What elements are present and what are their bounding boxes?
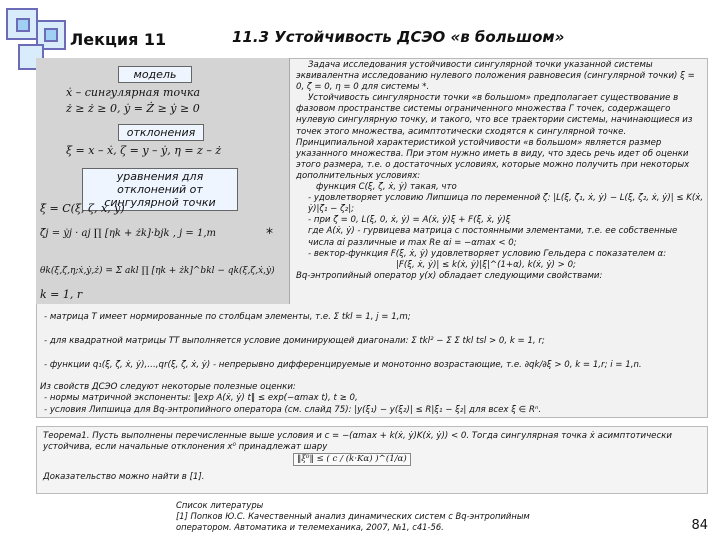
paragraph-1: Задача исследования устойчивости сингулярной точки указанной системы эквивалентна исследованию нулевого положения равновесия (сингулярной точки) ξ = 0, ζ = 0, η = 0 для системы *. xyxy=(296,60,695,93)
equation-2: ζ̇j = ẏj · aj ∏ [ηk + żk]·bjk , j = 1,m xyxy=(40,228,216,239)
model-label: модель xyxy=(118,66,192,83)
deviation-formula: ξ = x – ẋ, ζ = y – ẏ, η = z – ż xyxy=(66,144,222,157)
theorem-line-1: Теорема1. Пусть выполнены перечисленные выше условия и c = −(αmax + k(ẋ, ẏ)K(ẋ, ẏ)) < 0. Тогда сингулярная точка ẋ асимптотически xyxy=(43,431,672,441)
theorem-line-2: устойчива, если начальные отклонения x⁰ принадлежат шару xyxy=(43,442,328,452)
bottom-line-3: - функции q₁(ξ, ζ, ẋ, ẏ),…,qr(ξ, ζ, ẋ, ẏ) - непрерывно дифференцируемые и монотонно возрастающие, т.е. ∂qk/∂ξ > 0, k = 1,r; i = 1,n. xyxy=(44,360,642,370)
bottom-line-2: - для квадратной матрицы TT выполняется условие доминирующей диагонали: Σ tkl² − Σ Σ tkl tsl > 0, k = 1, r; xyxy=(44,336,545,346)
equations-label: уравнения для отклонений от сингулярной точки xyxy=(82,168,238,211)
bottom-line-1: - матрица T имеет нормированные по столбцам элементы, т.е. Σ tkl = 1, j = 1,m; xyxy=(44,312,411,322)
left-column xyxy=(36,58,290,304)
paragraph-2: Устойчивость сингулярности точки «в большом» предполагает существование в фазовом пространстве системы ограниченного множества Г точек, содержащего нулевую сингулярную точку, и такого, что все траектории системы, начинающиеся из точек этого множества, асимптотически сходятся к сингулярной точке. Принципиальной характеристикой устойчивости «в большом» является размер указанного множества. При этом нужно иметь в виду, что здесь речь идет об оценки этого размера, т.е. о достаточных условиях, которые можно получить при некоторых дополнительных условиях: xyxy=(296,93,693,181)
condition-2: - удовлетворяет условию Липшица по переменной ζ: |L(ξ, ζ₁, ẋ, ẏ) − L(ξ, ζ₂, ẋ, ẏ)| ≤ K(ẋ, ẏ)|ζ₁ − ζ₂|; xyxy=(308,193,704,215)
deviation-label: отклонения xyxy=(118,124,204,141)
bottom-line-6: - условия Липшица для Вq-энтропийного оператора (см. слайд 75): |y(ξ₁) − y(ξ₂)| ≤ R|ξ₁ − ξ₂| для всех ξ ∈ Rⁿ. xyxy=(44,405,542,415)
theorem-formula: ‖ξ⁰‖ ≤ ( c / (k·Kα) )^(1/α) xyxy=(293,453,411,466)
theorem-proof: Доказательство можно найти в [1]. xyxy=(43,472,205,482)
condition-1: функция C(ξ, ζ, ẋ, ẏ) такая, что xyxy=(316,182,457,193)
condition-5b: |F(ξ, ẋ, ẏ)| ≤ k(ẋ, ẏ)|ξ|^(1+α), k(ẋ, ẏ) > 0; xyxy=(396,259,576,270)
equation-3: θk(ξ,ζ,η;ẋ,ẏ,ż) = Σ akl ∏ [ηk + żk]^bkl − qk(ξ,ζ,ẋ,ẏ) xyxy=(40,266,275,276)
condition-6: Вq-энтропийный оператор y(x) обладает следующими свойствами: xyxy=(296,270,603,281)
references-title: Список литературы xyxy=(176,500,264,510)
lecture-label: Лекция 11 xyxy=(70,30,167,49)
bottom-line-4: Из свойств ДСЭО следуют некоторые полезные оценки: xyxy=(40,382,296,392)
references xyxy=(176,500,616,533)
condition-5: - вектор-функция F(ξ, ẋ, ẏ) удовлетворяет условию Гельдера с показателем α: xyxy=(308,248,667,259)
theorem-ball-formula xyxy=(293,453,701,466)
bottom-line-5: - нормы матричной экспоненты: ‖exp A(ẋ, ẏ) t‖ ≤ exp(−αmax t), t ≥ 0, xyxy=(44,393,358,403)
decor-square-4 xyxy=(44,28,58,42)
page-number: 84 xyxy=(691,518,708,533)
model-formula-1: ẋ – сингулярная точка xyxy=(66,86,201,99)
theorem-box xyxy=(36,426,708,494)
reference-1-line-2: оператором. Автоматика и телемеханика, 2007, №1, с41-56. xyxy=(176,522,444,532)
right-text-block xyxy=(296,60,704,282)
condition-3: - при ζ = 0, L(ξ, 0, ẋ, ẏ) = A(ẋ, ẏ)ξ + F(ξ, ẋ, ẏ)ξ xyxy=(308,215,511,226)
system-star-mark: * xyxy=(266,226,273,242)
decor-square-2 xyxy=(16,18,30,32)
condition-4: где A(ẋ, ẏ) - гурвицева матрица с постоянными элементами, т.е. ее собственные числа αi различные и max Re αi = −αmax < 0; xyxy=(308,226,678,248)
equation-4: k = 1, r xyxy=(40,288,83,301)
equation-1: ξ̇ = C(ξ, ζ, ẋ, ẏ) xyxy=(40,202,125,215)
slide-title: 11.3 Устойчивость ДСЭО «в большом» xyxy=(232,28,565,46)
model-formula-2: ż ≥ ż ≥ 0, ẏ = Ż ≥ ẏ ≥ 0 xyxy=(66,102,200,115)
reference-1-line-1: [1] Попков Ю.С. Качественный анализ динамических систем с Вq-энтропийным xyxy=(176,511,530,521)
